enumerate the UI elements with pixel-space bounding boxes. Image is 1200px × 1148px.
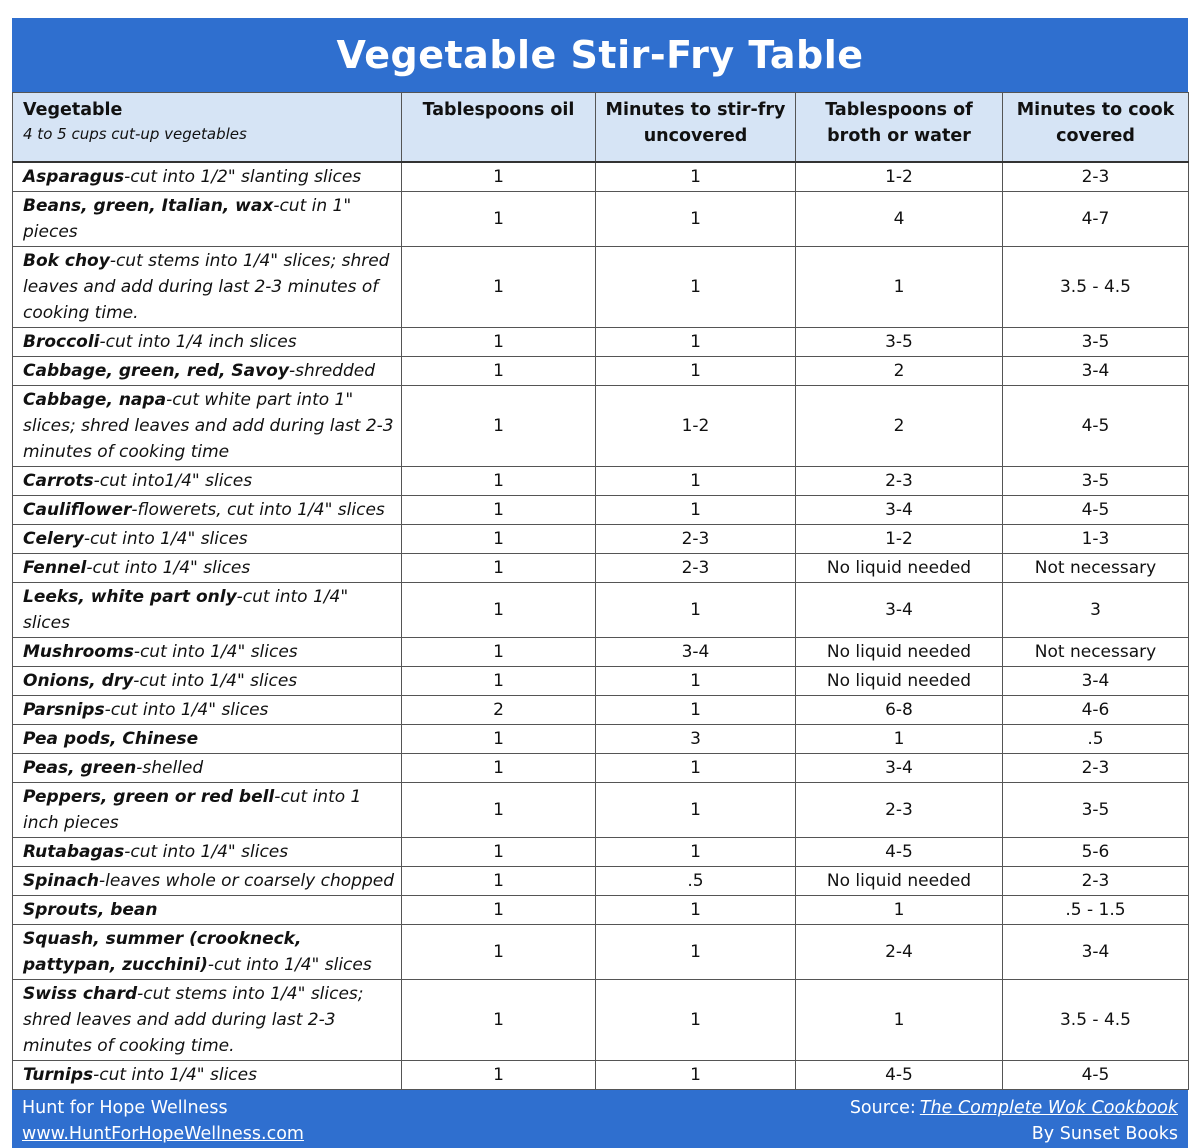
vegetable-name: Peppers, green or red bell	[23, 787, 275, 807]
vegetable-name: Mushrooms	[23, 642, 134, 662]
cook-cell: 5-6	[1003, 838, 1189, 867]
vegetable-name: Leeks, white part only	[23, 587, 237, 607]
vegetable-cell	[13, 783, 402, 838]
liquid-cell: No liquid needed	[796, 638, 1003, 667]
vegetable-cell	[13, 754, 402, 783]
stir-fry-cell: 1	[596, 1061, 796, 1090]
website-link[interactable]: www.HuntForHopeWellness.com	[22, 1124, 304, 1144]
table-row	[13, 754, 1189, 783]
table-row	[13, 357, 1189, 386]
vegetable-prep: -cut into 1/4" slices	[93, 1065, 257, 1085]
oil-cell: 1	[402, 783, 596, 838]
vegetable-prep: -leaves whole or coarsely chopped	[99, 871, 394, 891]
cook-cell: 4-5	[1003, 386, 1189, 467]
liquid-cell: 3-4	[796, 754, 1003, 783]
vegetable-prep: -cut into 1/4" slices	[133, 671, 298, 691]
vegetable-cell	[13, 980, 402, 1061]
liquid-cell: 1	[796, 247, 1003, 328]
source-citation	[850, 1098, 1178, 1118]
stir-fry-cell: 1	[596, 328, 796, 357]
table-row	[13, 867, 1189, 896]
stir-fry-cell: 1	[596, 583, 796, 638]
vegetable-name: Swiss chard	[23, 984, 138, 1004]
source-label: Source:	[849, 1098, 916, 1118]
vegetable-cell	[13, 725, 402, 754]
liquid-cell: 2-4	[796, 925, 1003, 980]
vegetable-name: Broccoli	[23, 332, 100, 352]
table-row	[13, 386, 1189, 467]
oil-cell: 1	[402, 357, 596, 386]
vegetable-cell	[13, 247, 402, 328]
liquid-cell: 4-5	[796, 1061, 1003, 1090]
cook-cell: 3.5 - 4.5	[1003, 980, 1189, 1061]
column-header-oil: Tablespoons oil	[402, 93, 596, 163]
vegetable-cell	[13, 496, 402, 525]
liquid-cell: No liquid needed	[796, 554, 1003, 583]
cook-cell: .5 - 1.5	[1003, 896, 1189, 925]
vegetable-cell	[13, 328, 402, 357]
oil-cell: 1	[402, 925, 596, 980]
liquid-cell: 2-3	[796, 467, 1003, 496]
liquid-cell: 1	[796, 896, 1003, 925]
footer-banner	[12, 1090, 1188, 1148]
table-row	[13, 896, 1189, 925]
vegetable-name: Bok choy	[23, 251, 110, 271]
oil-cell: 1	[402, 162, 596, 192]
stir-fry-cell: 1	[596, 838, 796, 867]
title-banner	[12, 18, 1188, 92]
stir-fry-cell: .5	[596, 867, 796, 896]
liquid-cell: 1-2	[796, 162, 1003, 192]
liquid-cell: 1-2	[796, 525, 1003, 554]
table-row	[13, 838, 1189, 867]
liquid-cell: No liquid needed	[796, 667, 1003, 696]
vegetable-name: Turnips	[23, 1065, 94, 1085]
vegetable-cell	[13, 896, 402, 925]
cook-cell: 3-4	[1003, 357, 1189, 386]
oil-cell: 1	[402, 754, 596, 783]
vegetable-cell	[13, 525, 402, 554]
vegetable-cell	[13, 162, 402, 192]
vegetable-name: Carrots	[23, 471, 94, 491]
vegetable-cell	[13, 667, 402, 696]
stir-fry-cell: 3-4	[596, 638, 796, 667]
table-row	[13, 980, 1189, 1061]
header-row	[13, 93, 1189, 163]
vegetable-name: Spinach	[23, 871, 99, 891]
stir-fry-cell: 1	[596, 696, 796, 725]
table-row	[13, 1061, 1189, 1090]
table-row	[13, 583, 1189, 638]
vegetable-name: Beans, green, Italian, wax	[23, 196, 274, 216]
table-row	[13, 328, 1189, 357]
oil-cell: 1	[402, 980, 596, 1061]
oil-cell: 1	[402, 525, 596, 554]
vegetable-cell	[13, 925, 402, 980]
cook-cell: 3-4	[1003, 667, 1189, 696]
vegetable-cell	[13, 1061, 402, 1090]
vegetable-prep: -cut into 1/4" slices	[83, 529, 248, 549]
oil-cell: 1	[402, 867, 596, 896]
vegetable-name: Rutabagas	[23, 842, 125, 862]
stir-fry-cell: 1	[596, 783, 796, 838]
stir-fry-cell: 1	[596, 980, 796, 1061]
stir-fry-cell: 2-3	[596, 554, 796, 583]
stir-fry-cell: 1	[596, 162, 796, 192]
table-row	[13, 667, 1189, 696]
stir-fry-cell: 1	[596, 896, 796, 925]
table-row	[13, 162, 1189, 192]
table-row	[13, 525, 1189, 554]
column-header-stir-fry: Minutes to stir-fry uncovered	[596, 93, 796, 163]
vegetable-cell	[13, 696, 402, 725]
vegetable-cell	[13, 386, 402, 467]
vegetable-cell	[13, 638, 402, 667]
table-row	[13, 783, 1189, 838]
vegetable-prep: -flowerets, cut into 1/4" slices	[131, 500, 385, 520]
oil-cell: 1	[402, 638, 596, 667]
stir-fry-cell: 1	[596, 754, 796, 783]
source-title-link[interactable]: The Complete Wok Cookbook	[919, 1098, 1178, 1118]
vegetable-cell	[13, 554, 402, 583]
table-row	[13, 925, 1189, 980]
vegetable-name: Pea pods, Chinese	[23, 729, 199, 749]
liquid-cell: No liquid needed	[796, 867, 1003, 896]
oil-cell: 1	[402, 247, 596, 328]
stir-fry-cell: 3	[596, 725, 796, 754]
table-row	[13, 247, 1189, 328]
oil-cell: 1	[402, 1061, 596, 1090]
liquid-cell: 2	[796, 386, 1003, 467]
liquid-cell: 3-4	[796, 496, 1003, 525]
vegetable-prep: -shredded	[288, 361, 375, 381]
publisher: By Sunset Books	[1031, 1124, 1178, 1144]
vegetable-cell	[13, 192, 402, 247]
vegetable-prep: -shelled	[136, 758, 204, 778]
vegetable-prep: -cut stems into 1/4" slices; shred leaves and add during last 2-3 minutes of cooking time.	[23, 251, 390, 323]
oil-cell: 1	[402, 896, 596, 925]
table-row	[13, 192, 1189, 247]
cook-cell: .5	[1003, 725, 1189, 754]
page-title: Vegetable Stir-Fry Table	[336, 33, 864, 77]
cook-cell: 3	[1003, 583, 1189, 638]
liquid-cell: 1	[796, 725, 1003, 754]
vegetable-name: Sprouts, bean	[23, 900, 158, 920]
cook-cell: 4-7	[1003, 192, 1189, 247]
vegetable-prep: -cut in 1" pieces	[23, 196, 352, 242]
vegetable-header-label: Vegetable	[23, 100, 123, 120]
vegetable-prep: -cut white part into 1" slices; shred leaves and add during last 2-3 minutes of cooking time	[23, 390, 394, 462]
vegetable-name: Cauliflower	[23, 500, 132, 520]
vegetable-name: Fennel	[23, 558, 87, 578]
vegetable-name: Squash, summer (crookneck, pattypan, zucchini)	[23, 929, 302, 975]
stir-fry-cell: 1-2	[596, 386, 796, 467]
oil-cell: 2	[402, 696, 596, 725]
stir-fry-cell: 1	[596, 247, 796, 328]
vegetable-prep: -cut into 1/4" slices	[133, 642, 298, 662]
vegetable-prep: -cut into 1/4" slices	[207, 955, 372, 975]
vegetable-cell	[13, 357, 402, 386]
column-header-vegetable	[13, 93, 402, 163]
vegetable-name: Cabbage, green, red, Savoy	[23, 361, 289, 381]
cook-cell: 4-5	[1003, 496, 1189, 525]
stir-fry-cell: 1	[596, 467, 796, 496]
liquid-cell: 1	[796, 980, 1003, 1061]
org-name: Hunt for Hope Wellness	[22, 1098, 228, 1118]
table-row	[13, 554, 1189, 583]
table-row	[13, 496, 1189, 525]
vegetable-cell	[13, 583, 402, 638]
oil-cell: 1	[402, 554, 596, 583]
table-body	[13, 162, 1189, 1090]
oil-cell: 1	[402, 496, 596, 525]
cook-cell: Not necessary	[1003, 554, 1189, 583]
stir-fry-cell: 1	[596, 357, 796, 386]
liquid-cell: 4-5	[796, 838, 1003, 867]
cook-cell: 2-3	[1003, 162, 1189, 192]
cook-cell: Not necessary	[1003, 638, 1189, 667]
vegetable-name: Peas, green	[23, 758, 137, 778]
oil-cell: 1	[402, 386, 596, 467]
cook-cell: 4-5	[1003, 1061, 1189, 1090]
cook-cell: 3-5	[1003, 783, 1189, 838]
stir-fry-cell: 1	[596, 496, 796, 525]
table-row	[13, 696, 1189, 725]
cook-cell: 3-5	[1003, 328, 1189, 357]
liquid-cell: 2	[796, 357, 1003, 386]
column-header-cook: Minutes to cook covered	[1003, 93, 1189, 163]
vegetable-prep: -cut into 1 inch pieces	[23, 787, 362, 833]
vegetable-header-sublabel: 4 to 5 cups cut-up vegetables	[23, 125, 247, 143]
liquid-cell: 3-5	[796, 328, 1003, 357]
table-row	[13, 725, 1189, 754]
table-row	[13, 467, 1189, 496]
oil-cell: 1	[402, 467, 596, 496]
cook-cell: 3-5	[1003, 467, 1189, 496]
oil-cell: 1	[402, 667, 596, 696]
oil-cell: 1	[402, 328, 596, 357]
oil-cell: 1	[402, 725, 596, 754]
cook-cell: 3.5 - 4.5	[1003, 247, 1189, 328]
vegetable-cell	[13, 838, 402, 867]
cook-cell: 2-3	[1003, 754, 1189, 783]
vegetable-prep: -cut into1/4" slices	[93, 471, 253, 491]
cook-cell: 3-4	[1003, 925, 1189, 980]
vegetable-prep: -cut stems into 1/4" slices; shred leaves and add during last 2-3 minutes of cooking time.	[23, 984, 364, 1056]
vegetable-prep: -cut into 1/4" slices	[124, 842, 289, 862]
vegetable-name: Cabbage, napa	[23, 390, 167, 410]
vegetable-prep: -cut into 1/4" slices	[104, 700, 269, 720]
liquid-cell: 3-4	[796, 583, 1003, 638]
oil-cell: 1	[402, 192, 596, 247]
stir-fry-sheet	[12, 18, 1188, 1144]
oil-cell: 1	[402, 838, 596, 867]
oil-cell: 1	[402, 583, 596, 638]
vegetable-prep: -cut into 1/4" slices	[23, 587, 349, 633]
cook-cell: 1-3	[1003, 525, 1189, 554]
table-row	[13, 638, 1189, 667]
vegetable-name: Asparagus	[23, 167, 125, 187]
vegetable-prep: -cut into 1/4 inch slices	[99, 332, 297, 352]
liquid-cell: 6-8	[796, 696, 1003, 725]
stir-fry-cell: 2-3	[596, 525, 796, 554]
liquid-cell: 2-3	[796, 783, 1003, 838]
stir-fry-table	[12, 92, 1189, 1090]
vegetable-name: Parsnips	[23, 700, 105, 720]
stir-fry-cell: 1	[596, 192, 796, 247]
vegetable-name: Celery	[23, 529, 84, 549]
column-header-liquid: Tablespoons of broth or water	[796, 93, 1003, 163]
vegetable-cell	[13, 867, 402, 896]
stir-fry-cell: 1	[596, 925, 796, 980]
vegetable-name: Onions, dry	[23, 671, 134, 691]
stir-fry-cell: 1	[596, 667, 796, 696]
vegetable-cell	[13, 467, 402, 496]
cook-cell: 2-3	[1003, 867, 1189, 896]
liquid-cell: 4	[796, 192, 1003, 247]
cook-cell: 4-6	[1003, 696, 1189, 725]
vegetable-prep: -cut into 1/2" slanting slices	[124, 167, 362, 187]
vegetable-prep: -cut into 1/4" slices	[86, 558, 251, 578]
